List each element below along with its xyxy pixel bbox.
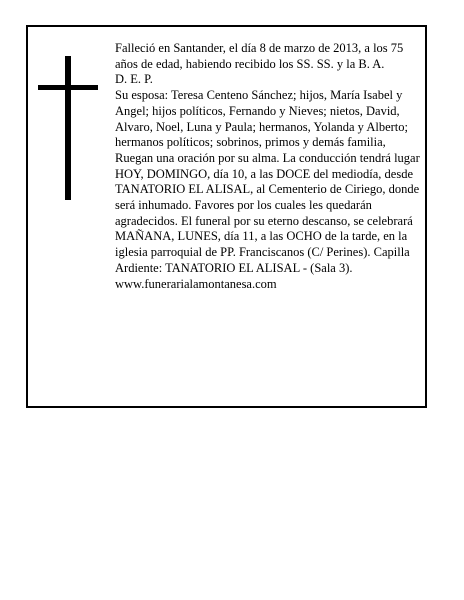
notice-text <box>115 41 423 292</box>
rest-in-peace: D. E. P. <box>115 72 153 87</box>
funeral-details: Ruegan una oración por su alma. La conducción tendrá lugar HOY, DOMINGO, día 10, a las DOCE del mediodía, desde TANATORIO EL ALISAL, al Cementerio de Ciriego, donde será inhumado. Favores por los cuales les quedarán agradecidos. El funeral por su eterno descanso, se celebrará MAÑANA, LUNES, día 11, a las OCHO de la tarde, en la iglesia parroquial de PP. Franciscanos (C/ Perines). Capilla Ardiente: TANATORIO EL ALISAL - (Sala 3). <box>115 150 420 275</box>
death-announcement: Falleció en Santander, el día 8 de marzo de 2013, a los 75 años de edad, habiendo recibido los SS. SS. y la B. A. <box>115 41 404 71</box>
obituary-notice <box>26 25 427 408</box>
cross-icon <box>38 56 98 200</box>
cross-horizontal-bar <box>38 85 98 90</box>
website-text: www.funerarialamontanesa.com <box>115 276 277 291</box>
family-list: Su esposa: Teresa Centeno Sánchez; hijos, María Isabel y Angel; hijos políticos, Fernando y Nieves; nietos, David, Alvaro, Noel, Luna y Paula; hermanos, Yolanda y Alberto; hermanos políticos; sobrinos, primos y demás familia, <box>115 88 409 150</box>
cross-vertical-bar <box>65 56 71 200</box>
